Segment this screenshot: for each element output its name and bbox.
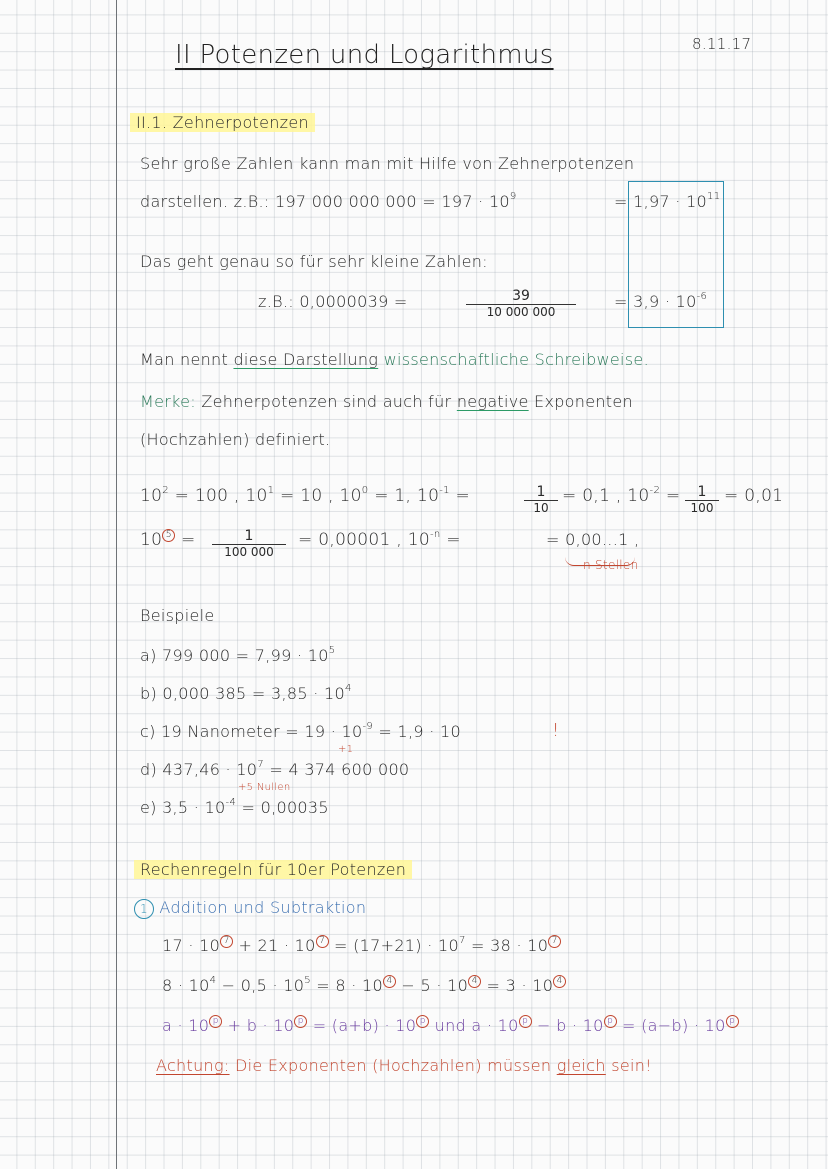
fraction-numerator: 39 [466,288,576,305]
rule-text: − b · 10 [536,1016,604,1035]
fraction-one-tenth [524,484,558,515]
page-title [175,40,554,70]
text-line-3: Das geht genau so für sehr kleine Zahlen: [140,252,488,271]
example-text: b) 0,000 385 = 3,85 · 10 [140,684,345,703]
rules-heading-text: Rechenregeln für 10er Potenzen [134,860,412,879]
rule-line-1 [162,936,561,956]
circled-exponent: p [726,1015,739,1028]
circled-exponent: 7 [220,935,233,948]
text-negative: negative [456,392,529,411]
merke-label: Merke: [140,392,196,411]
power-text: = 100 , 10 [174,486,268,506]
warning-line [156,1056,652,1075]
exclamation-mark: ! [552,720,560,741]
exponent: 2 [162,485,169,496]
exponent: 4 [344,683,352,694]
fraction-numerator: 1 [524,484,558,501]
exponent: 7 [458,935,466,946]
example-text: = 0,00035 [241,798,329,817]
powers-row-2 [140,530,196,550]
example-d-note: +5 Nullen [238,782,291,793]
example-text: = 1,9 · 10 [378,722,461,741]
rule-text: − 5 · 10 [401,976,469,995]
exponent: 1 [267,485,275,496]
fraction-numerator: 1 [212,528,286,545]
powers-row-2-end: = 0,00...1 , [546,530,640,549]
warning-end: sein! [611,1056,652,1075]
examples-heading: Beispiele [140,606,215,625]
power-text: = 10 , 10 [279,486,362,506]
example-c [140,722,461,741]
text-line-5 [140,350,649,369]
rule-text: = (a−b) · 10 [622,1016,726,1035]
exponent: 4 [209,975,217,986]
circled-exponent: p [519,1015,532,1028]
text-line-2-main: darstellen. z.B.: 197 000 000 000 = 197 · 10 [140,192,510,211]
circled-exponent: p [416,1015,429,1028]
exponent: -6 [696,291,708,302]
rule-text: = 38 · 10 [471,936,549,955]
date: 8.11.17 [692,35,752,53]
example-a [140,646,335,665]
fraction-numerator: 1 [685,484,719,501]
power-text: = [455,486,471,506]
fraction-one-hundred-thousandth [212,528,286,559]
text-line-2 [140,192,517,211]
text-line-5-a: Man nennt [140,350,229,369]
powers-row-1 [140,486,470,506]
exponent: 0 [361,485,369,496]
example-text: e) 3,5 · 10 [140,798,226,817]
rule-text: = 3 · 10 [486,976,554,995]
rule-text: 8 · 10 [162,976,210,995]
fraction-denominator: 10 [533,501,549,515]
box-top-value [614,192,720,211]
example-text: c) 19 Nanometer = 19 · 10 [140,722,363,741]
box-top-text: = 1,97 · 10 [614,192,708,211]
exponent: -9 [362,721,374,732]
margin-line [116,0,117,1169]
power-text: = [665,486,681,506]
circled-exponent: 7 [316,935,329,948]
n-stellen-label: n Stellen [583,558,639,572]
rule-text: a · 10 [162,1016,210,1035]
power-text: = 1, 10 [374,486,440,506]
example-d [140,760,409,779]
rules-subheading [134,898,366,919]
text-line-5-underlined: diese Darstellung [233,350,379,369]
example-e [140,798,329,817]
section-heading-text: II.1. Zehnerpotenzen [130,113,315,132]
exponent: -4 [225,797,237,808]
rule-line-2 [162,976,566,996]
rules-subheading-text: Addition und Subtraktion [159,898,367,917]
power-text: = 0,1 , 10 [562,486,650,506]
fraction-denominator: 10 000 000 [486,305,556,319]
circled-exponent: p [294,1015,307,1028]
exponent: 11 [707,191,721,202]
exponent: 5 [328,645,336,656]
fraction-denominator: 100 [690,501,714,515]
circled-exponent: 7 [548,935,561,948]
exponent: 7 [257,759,264,770]
powers-row-1-end: = 0,01 [724,486,784,506]
exponent: 5 [304,975,311,986]
rule-text: = (a+b) · 10 [312,1016,417,1035]
text-line-4: z.B.: 0,0000039 = [258,292,408,311]
rule-line-3 [162,1016,739,1036]
box-bottom-value [614,292,707,311]
rules-heading [134,860,412,879]
text-line-6-main: Zehnerpotenzen sind auch für [201,392,452,411]
example-text: a) 799 000 = 7,99 · 10 [140,646,329,665]
power-text: = [446,530,461,550]
exponent: 9 [509,191,517,202]
term-scientific-notation: wissenschaftliche Schreibweise. [383,350,649,369]
number-one-circle-icon: 1 [134,899,154,919]
rule-text: = (17+21) · 10 [334,936,459,955]
power-text: = [180,530,196,550]
section-heading [130,113,315,132]
exponent: -1 [439,485,450,496]
text-line-6 [140,392,633,411]
warning-emphasis: gleich [556,1056,606,1075]
example-text: d) 437,46 · 10 [140,760,258,779]
box-bottom-text: = 3,9 · 10 [614,292,697,311]
title-text: II Potenzen und Logarithmus [175,40,554,70]
fraction-small-numbers [466,288,576,319]
text-line-6-end: Exponenten [534,392,633,411]
rule-text: und a · 10 [434,1016,519,1035]
rule-text: − 0,5 · 10 [221,976,305,995]
exponent: -n [430,529,441,540]
warning-label: Achtung: [156,1056,230,1075]
warning-text: Die Exponenten (Hochzahlen) müssen [234,1056,552,1075]
circled-exponent: p [209,1015,222,1028]
rule-text: + b · 10 [227,1016,295,1035]
text-line-7: (Hochzahlen) definiert. [140,430,331,449]
power-text: = 0,00001 , 10 [298,530,430,550]
circled-exponent: 4 [553,975,566,988]
powers-row-2-cont [298,530,461,550]
example-c-note: +1 [338,744,354,755]
rule-text: + 21 · 10 [238,936,316,955]
powers-row-1-cont [562,486,680,506]
circled-exponent: 4 [383,975,396,988]
rule-text: 17 · 10 [162,936,221,955]
power-text: 10 [140,486,163,506]
text-line-1: Sehr große Zahlen kann man mit Hilfe von Zehnerpotenzen [140,154,635,173]
fraction-one-hundredth [685,484,719,515]
example-text: = 4 374 600 000 [269,760,410,779]
power-text: 10 [140,530,163,550]
circled-exponent: p [604,1015,617,1028]
example-b [140,684,352,703]
exponent: -2 [649,485,661,496]
circled-exponent: 5 [162,529,175,542]
circled-exponent: 4 [468,975,481,988]
rule-text: = 8 · 10 [316,976,383,995]
fraction-denominator: 100 000 [224,545,274,559]
